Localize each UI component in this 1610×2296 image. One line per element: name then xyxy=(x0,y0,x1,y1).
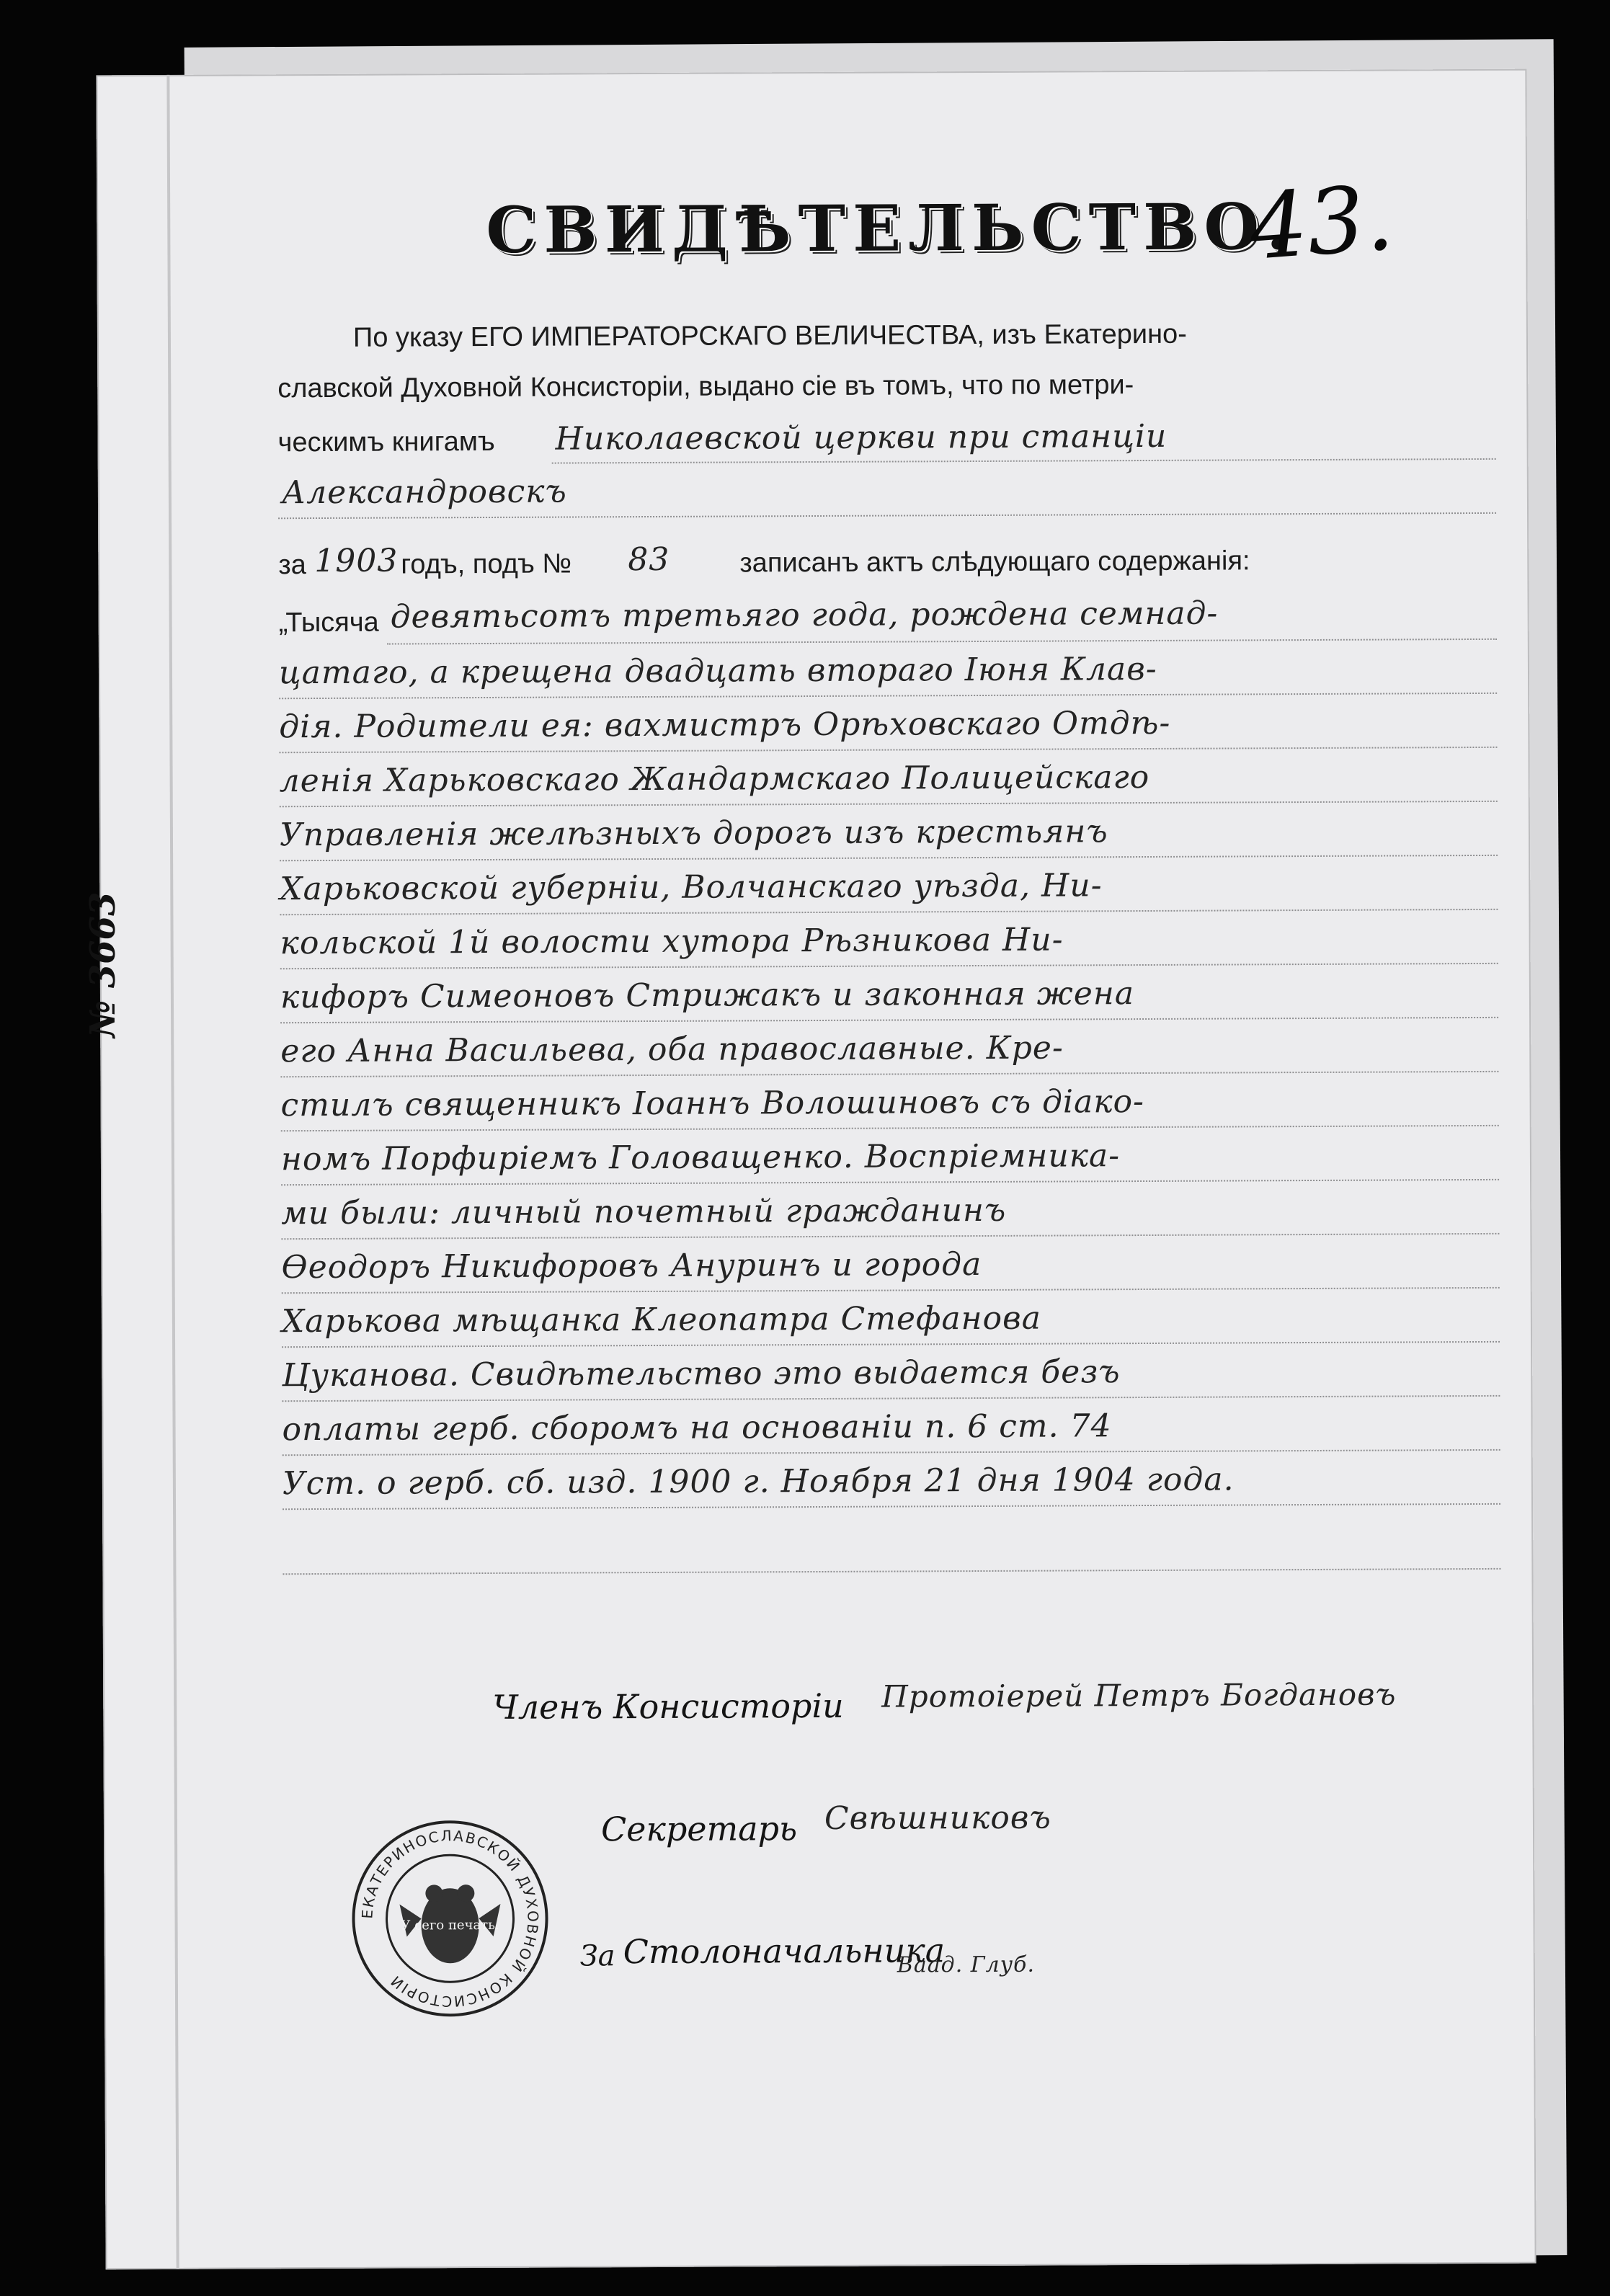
rule-3 xyxy=(279,747,1497,753)
thousand-prefix: „Тысяча xyxy=(278,607,379,638)
rule-10 xyxy=(281,1125,1499,1131)
church-name: Николаевской церкви при станціи xyxy=(555,417,1168,458)
text-line-10: стилъ священникъ Іоаннъ Волошиновъ съ діако- xyxy=(280,1083,1145,1124)
secretary-label: Секретарь xyxy=(600,1809,798,1849)
rule-8 xyxy=(280,1017,1498,1023)
seal-center-text: У сего печать. xyxy=(401,1917,499,1934)
rule-16 xyxy=(283,1449,1500,1456)
text-line-13: Өеодоръ Никифоровъ Ануринъ и города xyxy=(281,1245,982,1286)
text-line-7: кольской 1й волости хутора Рѣзникова Ни- xyxy=(280,921,1064,962)
rule-15 xyxy=(282,1395,1500,1402)
text-line-17: Уст. о герб. сб. изд. 1900 г. Ноября 21 дня 1904 года. xyxy=(282,1461,1235,1503)
clerk-prefix: За xyxy=(579,1939,615,1973)
rule-1 xyxy=(387,638,1497,645)
rule-11 xyxy=(281,1179,1499,1185)
year-prefix: за xyxy=(278,550,306,581)
archive-side-number: № 3663 xyxy=(83,891,123,1038)
text-line-9: его Анна Васильева, оба православные. Кре- xyxy=(280,1029,1064,1070)
rule-14 xyxy=(282,1341,1500,1348)
text-line-1: девятьсотъ третьяго года, рождена семнад- xyxy=(390,595,1219,636)
rule-9 xyxy=(280,1071,1498,1077)
secretary-signature: Свѣшниковъ xyxy=(824,1799,1051,1837)
clerk-signature: Ваад. Глуб. xyxy=(897,1952,1036,1978)
text-line-11: номъ Порфиріемъ Головащенко. Воспріемника- xyxy=(280,1137,1121,1178)
text-line-5: Управленія желѣзныхъ дорогъ изъ крестьянъ xyxy=(279,813,1108,854)
text-line-3: дія. Родители ея: вахмистръ Орѣховскаго Отдѣ- xyxy=(279,704,1171,746)
clerk-label: Столоначальника xyxy=(623,1931,946,1972)
rule-5 xyxy=(280,855,1498,861)
year-suffix: записанъ актъ слѣдующаго содержанія: xyxy=(739,546,1250,579)
document-title: СВИДѢТЕЛЬСТВО. xyxy=(486,189,1296,267)
year-mid: годъ, подъ № xyxy=(401,548,572,580)
document-page xyxy=(96,69,1536,2270)
rule-17 xyxy=(283,1503,1500,1510)
consistory-seal xyxy=(349,1817,551,2020)
rule-7 xyxy=(280,963,1498,969)
record-year: 1903 xyxy=(314,542,399,580)
seal-ring-text: ЕКАТЕРИНОСЛАВСКОЙ ДУХОВНОЙ КОНСИСТОРІИ xyxy=(358,1826,542,2011)
member-signature: Протоіерей Петръ Богдановъ xyxy=(881,1676,1397,1714)
text-line-8: кифоръ Симеоновъ Стрижакъ и законная жена xyxy=(280,975,1135,1016)
station-name: Александровскъ xyxy=(281,473,567,512)
text-line-2: цатаго, а крещена двадцать втораго Іюня Клав- xyxy=(278,650,1157,692)
page-fold xyxy=(166,75,179,2269)
text-line-16: оплаты герб. сборомъ на основаніи п. 6 ст. 74 xyxy=(282,1407,1112,1449)
archive-number: 43. xyxy=(1246,165,1397,281)
printed-line-1: По указу ЕГО ИМПЕРАТОРСКАГО ВЕЛИЧЕСТВА, изъ Екатерино- xyxy=(352,319,1187,353)
text-line-15: Цуканова. Свидѣтельство это выдается безъ xyxy=(282,1353,1121,1394)
rule-church xyxy=(552,458,1496,464)
printed-line-2: славской Духовной Консисторіи, выдано сіе въ томъ, что по метри- xyxy=(277,370,1134,404)
text-line-14: Харькова мѣщанка Клеопатра Стефанова xyxy=(281,1299,1042,1340)
printed-line-3-prefix: ческимъ книгамъ xyxy=(277,426,495,458)
record-number: 83 xyxy=(628,540,670,579)
text-line-4: ленія Харьковскаго Жандармскаго Полицейскаго xyxy=(279,758,1150,800)
member-label: Членъ Консисторіи xyxy=(492,1686,844,1727)
rule-station xyxy=(278,512,1496,519)
text-line-6: Харьковской губерніи, Волчанскаго уѣзда, Ни- xyxy=(280,867,1103,908)
text-line-12: ми были: личный почетный гражданинъ xyxy=(281,1191,1007,1232)
rule-12 xyxy=(281,1233,1499,1240)
rule-2 xyxy=(279,693,1497,699)
rule-6 xyxy=(280,909,1498,915)
rule-13 xyxy=(282,1287,1500,1294)
rule-4 xyxy=(280,801,1498,807)
rule-18 xyxy=(283,1568,1500,1575)
